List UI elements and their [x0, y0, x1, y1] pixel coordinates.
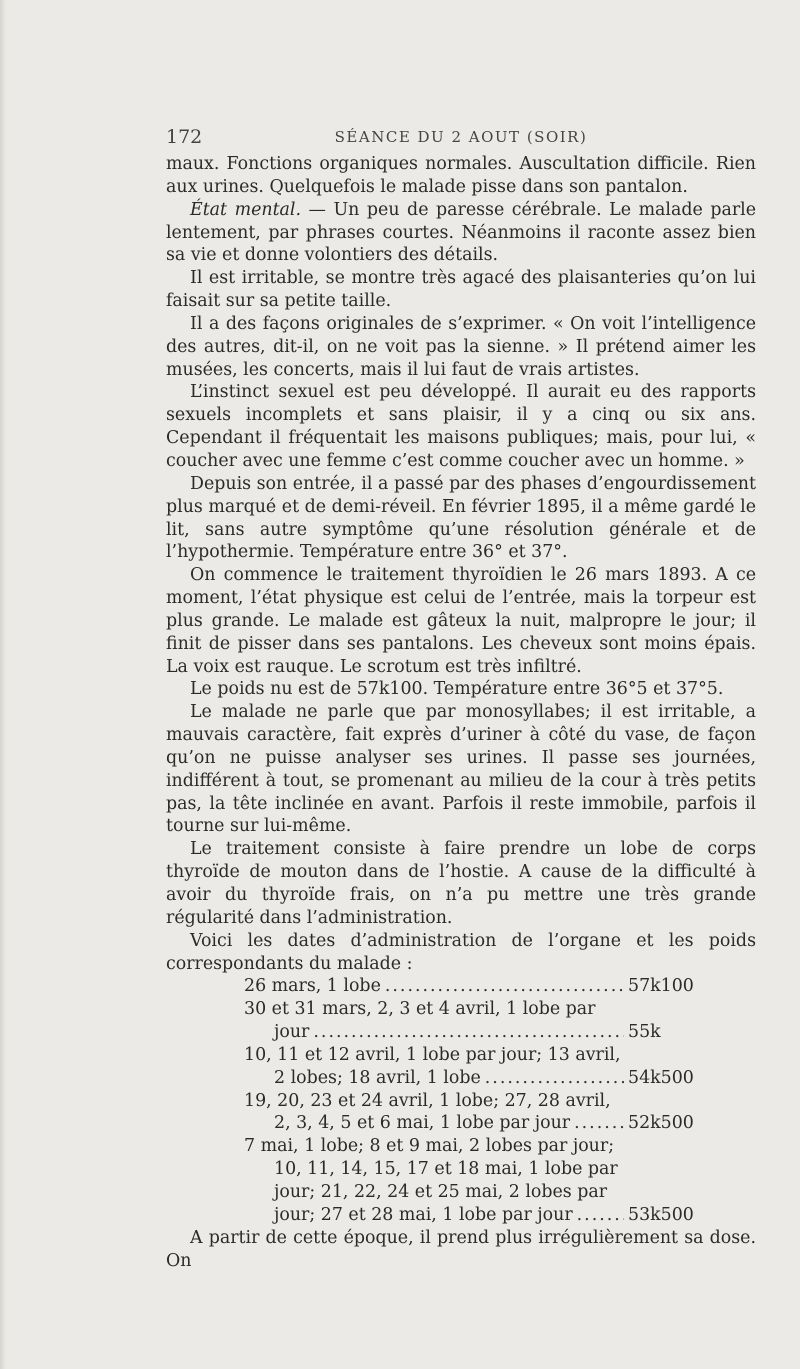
date-line — [244, 1021, 706, 1044]
date-entry — [244, 1044, 706, 1090]
paragraph: Voici les dates d’administration de l’organe et les poids correspondants du malade : — [166, 930, 756, 974]
dot-leader — [574, 1112, 624, 1135]
date-line — [244, 975, 706, 998]
date-line — [244, 1181, 706, 1204]
date-entry — [244, 1090, 706, 1136]
weight-value: 53k500 — [628, 1204, 694, 1225]
paragraph: maux. Fonctions organiques normales. Auscultation difficile. Rien aux urines. Quelquefois le malade pisse dans son pantalon. — [166, 154, 756, 197]
dot-leader — [577, 1204, 624, 1227]
dates-list — [244, 975, 706, 1226]
italic-lead: État mental. — [190, 199, 302, 220]
paragraph: On commence le traitement thyroïdien le 26 mars 1893. A ce moment, l’état physique est celui de l’entrée, mais la torpeur est plus grande. Le malade est gâteux la nuit, malpropre le jour; il finit de pisser dans ses pantalons. Les cheveux sont moins épais. La voix est rauque. Le scrotum est très infiltré. — [166, 565, 756, 677]
date-entry — [244, 1135, 706, 1226]
date-line — [244, 1067, 706, 1090]
date-text: jour — [274, 1022, 310, 1043]
paragraph: Le malade ne parle que par monosyllabes; il est irritable, a mauvais caractère, fait exprès d’uriner à côté du vase, de façon qu’on ne puisse analyser ses urines. Il passe ses journées, indifférent à tout, se promenant au milieu de la cour à très petits pas, la tête inclinée en avant. Parfois il reste immobile, parfois il tourne sur lui-même. — [166, 702, 756, 837]
date-text: 7 mai, 1 lobe; 8 et 9 mai, 2 lobes par jour; — [244, 1136, 615, 1157]
date-text: jour; 21, 22, 24 et 25 mai, 2 lobes par — [274, 1181, 608, 1202]
page-edge — [0, 0, 6, 1369]
date-text: 10, 11 et 12 avril, 1 lobe par jour; 13 avril, — [244, 1044, 621, 1065]
date-line — [244, 998, 706, 1021]
date-text: 2, 3, 4, 5 et 6 mai, 1 lobe par jour — [274, 1113, 571, 1134]
dot-leader — [485, 1067, 624, 1090]
date-line — [244, 1090, 706, 1113]
dot-leader — [385, 975, 624, 998]
date-line — [244, 1112, 706, 1135]
paragraph: Depuis son entrée, il a passé par des phases d’engourdissement plus marqué et de demi-réveil. En février 1895, il a même gardé le lit, sans autre symptôme qu’une résolution générale et de l’hypothermie. Température entre 36° et 37°. — [166, 473, 756, 563]
weight-value: 57k100 — [628, 976, 694, 997]
date-line — [244, 1044, 706, 1067]
dot-leader — [313, 1021, 624, 1044]
date-text: jour; 27 et 28 mai, 1 lobe par jour — [274, 1204, 573, 1225]
date-text: 10, 11, 14, 15, 17 et 18 mai, 1 lobe par — [274, 1159, 618, 1180]
weight-value: 52k500 — [628, 1113, 694, 1134]
date-entry — [244, 975, 706, 998]
closing-paragraph: A partir de cette époque, il prend plus irrégulièrement sa dose. On — [166, 1227, 756, 1271]
page-header — [166, 126, 756, 150]
page-number: 172 — [166, 126, 203, 148]
date-text: 30 et 31 mars, 2, 3 et 4 avril, 1 lobe par — [244, 999, 596, 1020]
paragraph — [166, 199, 756, 268]
paragraph: Le poids nu est de 57k100. Température entre 36°5 et 37°5. — [190, 679, 724, 700]
paragraph: Il est irritable, se montre très agacé des plaisanteries qu’on lui faisait sur sa petite taille. — [166, 268, 756, 312]
paragraph: Il a des façons originales de s’exprimer. « On voit l’intelligence des autres, dit-il, on ne voit pas la sienne. » Il prétend aimer les musées, les concerts, mais il lui faut de vrais artistes. — [166, 313, 756, 380]
paragraph: L’instinct sexuel est peu développé. Il aurait eu des rapports sexuels incomplets et sans plaisir, il y a cinq ou six ans. Cependant il fréquentait les maisons publiques; mais, pour lui, « coucher avec une femme c’est comme coucher avec un homme. » — [166, 382, 756, 471]
weight-value: 55k — [628, 1022, 661, 1043]
date-entry — [244, 998, 706, 1044]
paragraph-text: — Un peu de paresse cérébrale. Le malade parle lentement, par phrases courtes. Néanmoins il raconte assez bien sa vie et donne volontiers des détails. — [166, 199, 756, 266]
running-head: SÉANCE DU 2 AOUT (SOIR) — [334, 128, 588, 146]
paragraph: Le traitement consiste à faire prendre un lobe de corps thyroïde de mouton dans de l’hostie. A cause de la difficulté à avoir du thyroïde frais, on n’a pu mettre une très grande régularité dans l’administration. — [166, 839, 756, 928]
body-text — [166, 153, 756, 1272]
date-line — [244, 1204, 706, 1227]
date-line — [244, 1158, 706, 1181]
weight-value: 54k500 — [628, 1067, 694, 1088]
date-text: 19, 20, 23 et 24 avril, 1 lobe; 27, 28 avril, — [244, 1090, 611, 1111]
date-text: 2 lobes; 18 avril, 1 lobe — [274, 1067, 481, 1088]
date-line — [244, 1135, 706, 1158]
date-text: 26 mars, 1 lobe — [244, 976, 381, 997]
